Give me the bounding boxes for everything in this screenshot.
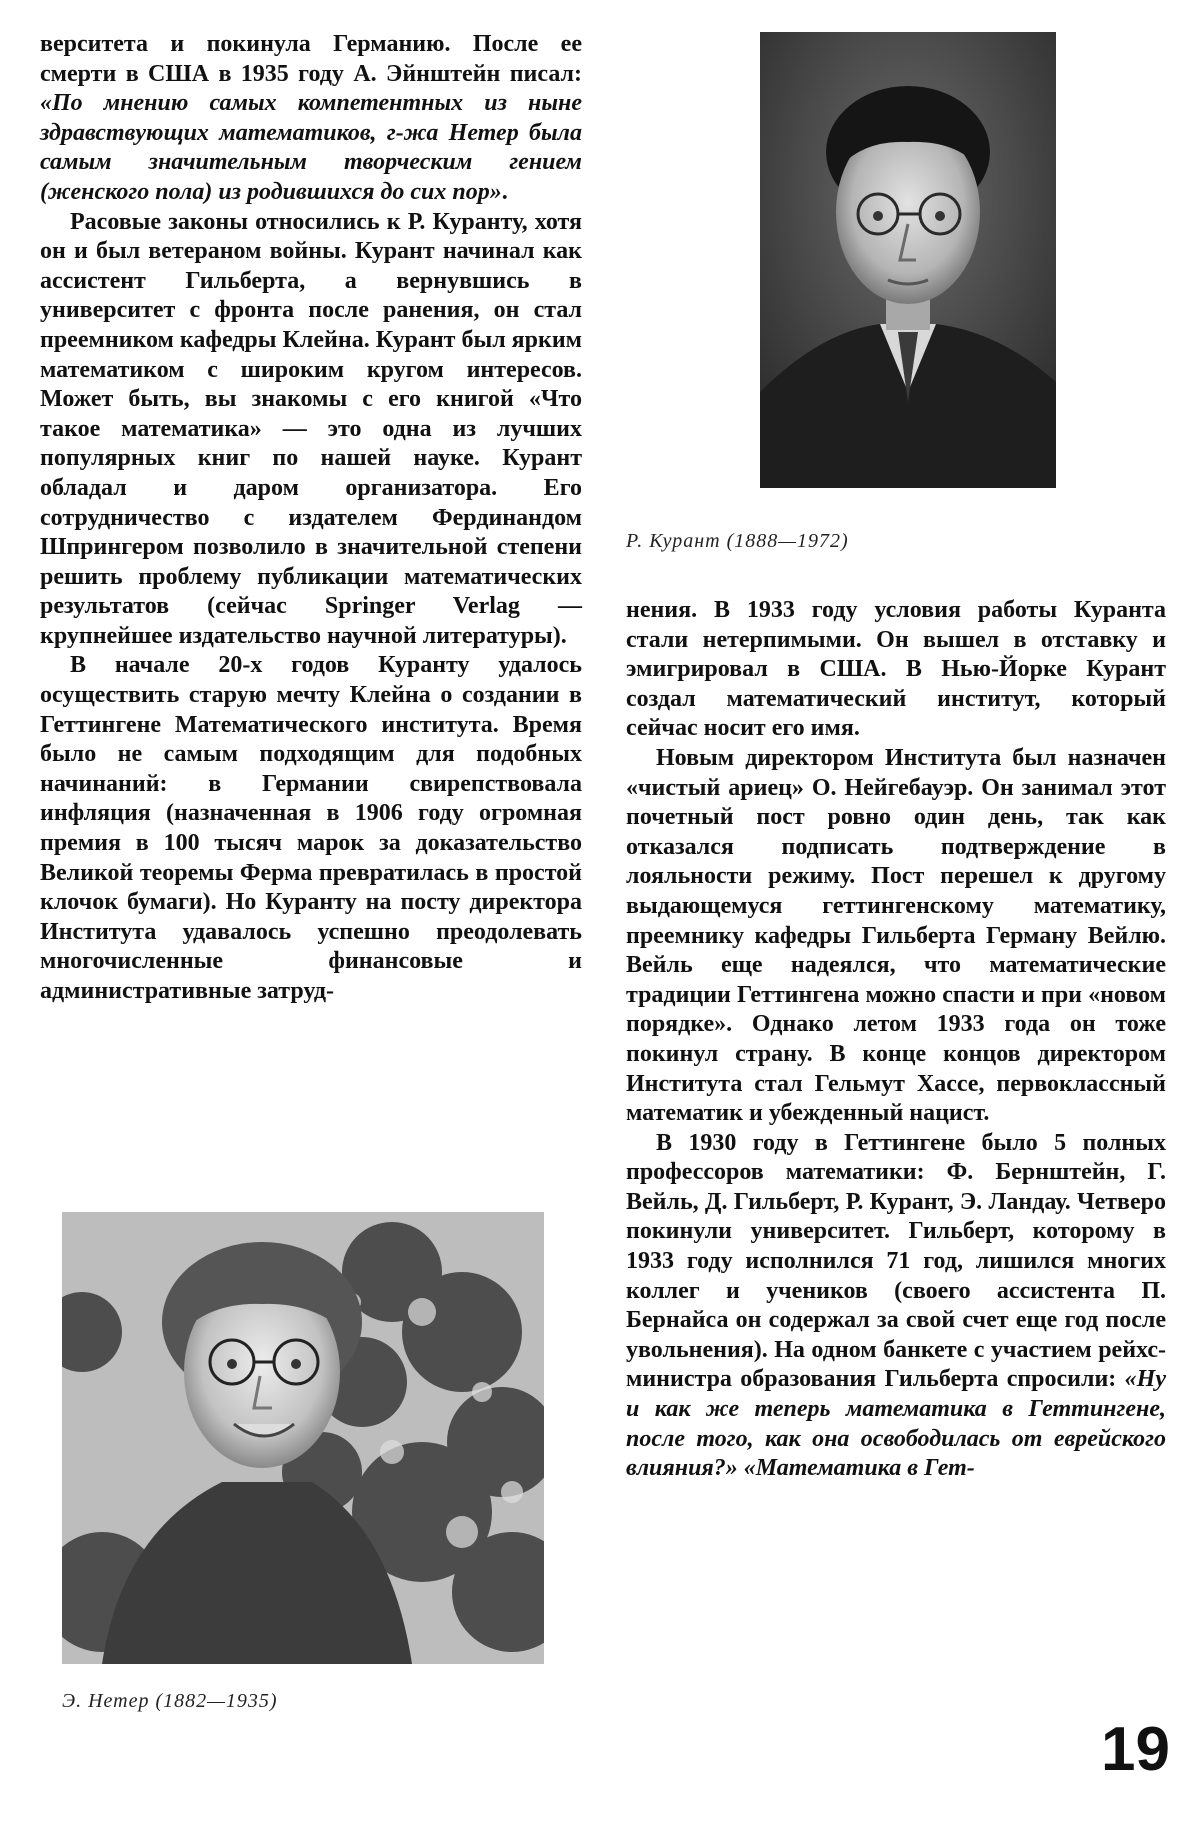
left-column	[40, 30, 582, 1007]
courant-photo	[760, 32, 1056, 488]
paragraph	[626, 1129, 1166, 1484]
einstein-quote: «По мнению самых компетентных из ныне здравствующих математиков, г-жа Нетер была самым значительным творческим гением (женского пола) из родившихся до сих пор»	[40, 90, 582, 205]
courant-caption: Р. Курант (1888—1972)	[626, 530, 849, 552]
noether-photo	[62, 1212, 544, 1664]
noether-caption: Э. Нетер (1882—1935)	[62, 1690, 278, 1712]
paragraph: Расовые законы относились к Р. Куранту, хотя он и был ветераном войны. Курант начинал как ассистент Гильберта, а вернувшись в университет с фронта после ранения, он стал преемником кафедры Клейна. Курант был ярким математиком с широким кругом интересов. Может быть, вы знакомы с его книгой «Что такое математика» — это одна из лучших популярных книг по нашей науке. Курант обладал и даром организатора. Его сотрудничество с издателем Фердинандом Шпрингером позволило в значительной степени решить проблему публикации математических результатов (сейчас Springer Verlag — крупнейшее издательство научной литературы).	[40, 208, 583, 649]
page-number: 19	[1101, 1715, 1170, 1784]
text: .	[501, 178, 508, 205]
right-column	[626, 596, 1166, 1484]
paragraph	[40, 30, 582, 208]
paragraph: Новым директором Института был назначен «чистый ариец» О. Нейгебауэр. Он занимал этот почетный пост ровно один день, так как отказался подписать подтверждение в лояльности режиму. Пост перешел к другому выдающемуся геттингенскому математику, преемнику кафедры Гильберта Герману Вейлю. Вейль еще надеялся, что математические традиции Геттингена можно спасти и при «новом порядке». Однако летом 1933 года он тоже покинул страну. В конце концов директором Института стал Гельмут Хассе, первоклассный математик и убежденный нацист.	[626, 744, 1166, 1127]
text: В 1930 году в Геттингене было 5 полных профессоров математики: Ф. Бернштейн, Г. Вейль, Д. Гильберт, Р. Курант, Э. Ландау. Четверо покинули университет. Гильберт, которому в 1933 году исполнился 71 год, лишился многих коллег и учеников (своего ассистента П. Бернайса он содержал за свой счет еще год после увольнения). На одном банкете с участием рейхс-министра образования Гильберта спросили:	[626, 1129, 1166, 1393]
banquet-question: «Ну и как же теперь математика в Геттингене, после того, как она освободилась от еврейского влияния?»	[626, 1366, 1166, 1482]
paragraph: В начале 20-х годов Куранту удалось осуществить старую мечту Клейна о создании в Геттингене Математического института. Время было не самым подходящим для подобных начинаний: в Германии свирепствовала инфляция (назначенная в 1906 году огромная премия в 100 тысяч марок за доказательство Великой теоремы Ферма превратилась в простой клочок бумаги). Но Куранту на посту директора Института удавалось успешно преодолевать многочисленные финансовые и административные затруд-	[40, 652, 582, 1004]
paragraph: нения. В 1933 году условия работы Куранта стали нетерпимыми. Он вышел в отставку и эмигрировал в США. В Нью-Йорке Курант создал математический институт, который сейчас носит его имя.	[626, 597, 1166, 742]
text: верситета и покинула Германию. После ее смерти в США в 1935 году А. Эйнштейн писал:	[40, 31, 582, 87]
hilbert-answer: «Математика в Гет-	[743, 1455, 975, 1482]
